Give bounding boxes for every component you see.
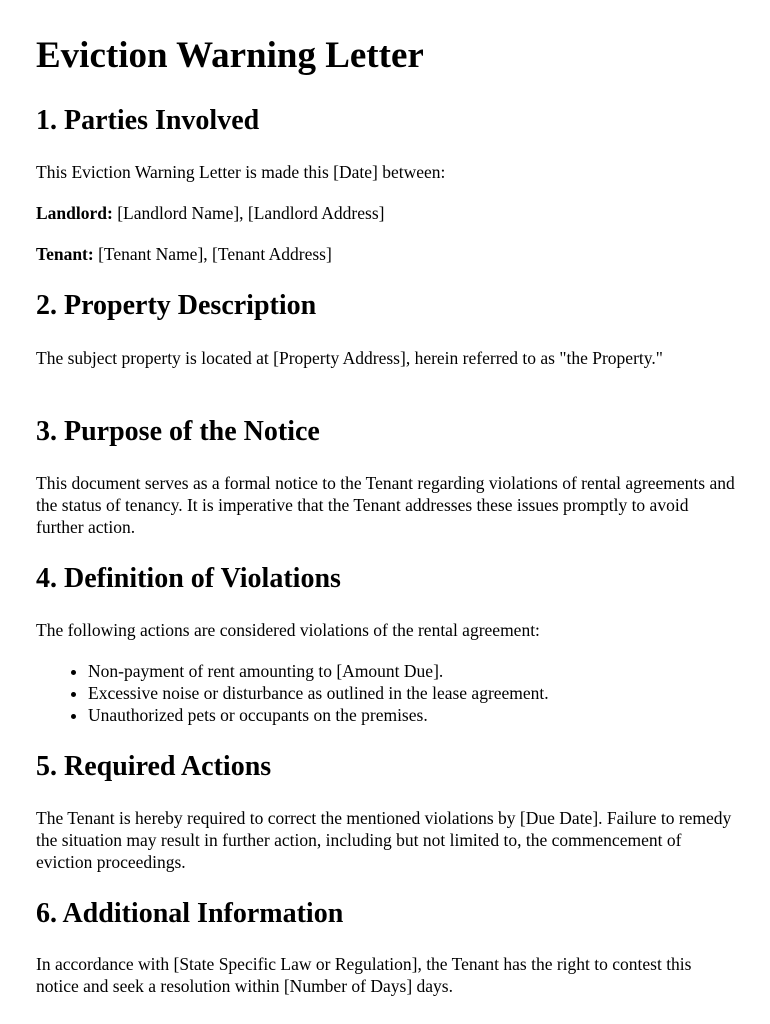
landlord-label: Landlord: <box>36 203 113 223</box>
list-item: • Non-payment of rent amounting to [Amount Due]. <box>88 660 770 682</box>
document-title: Eviction Warning Letter <box>36 35 424 76</box>
tenant-label: Tenant: <box>36 244 94 264</box>
violations-intro: The following actions are considered violations of the rental agreement: <box>36 620 540 640</box>
required-actions-paragraph: The Tenant is hereby required to correct the mentioned violations by [Due Date]. Failure to remedy the situation may result in further action, including but not limited to, the commencement of eviction proceedings. <box>36 808 732 872</box>
landlord-line <box>36 202 736 224</box>
list-item: • Unauthorized pets or occupants on the premises. <box>88 704 770 726</box>
purpose-paragraph: This document serves as a formal notice to the Tenant regarding violations of rental agreements and the status of tenancy. It is imperative that the Tenant addresses these issues promptly to avoid further action. <box>36 473 735 537</box>
section-heading-parties: 1. Parties Involved <box>36 105 260 136</box>
section-heading-violations: 4. Definition of Violations <box>36 563 341 594</box>
additional-info-paragraph: In accordance with [State Specific Law or Regulation], the Tenant has the right to contest this notice and seek a resolution within [Number of Days] days. <box>36 954 692 996</box>
section-heading-property: 2. Property Description <box>36 290 317 321</box>
landlord-value: [Landlord Name], [Landlord Address] <box>112 203 385 223</box>
section-heading-additional-info: 6. Additional Information <box>36 898 344 929</box>
property-paragraph: The subject property is located at [Property Address], herein referred to as "the Property." <box>36 348 663 368</box>
list-item: • Excessive noise or disturbance as outlined in the lease agreement. <box>88 682 770 704</box>
tenant-line <box>36 243 736 265</box>
section-heading-required-actions: 5. Required Actions <box>36 751 272 782</box>
violations-list <box>36 660 770 726</box>
parties-intro: This Eviction Warning Letter is made this [Date] between: <box>36 162 446 182</box>
section-heading-purpose: 3. Purpose of the Notice <box>36 416 320 447</box>
tenant-value: [Tenant Name], [Tenant Address] <box>93 244 332 264</box>
